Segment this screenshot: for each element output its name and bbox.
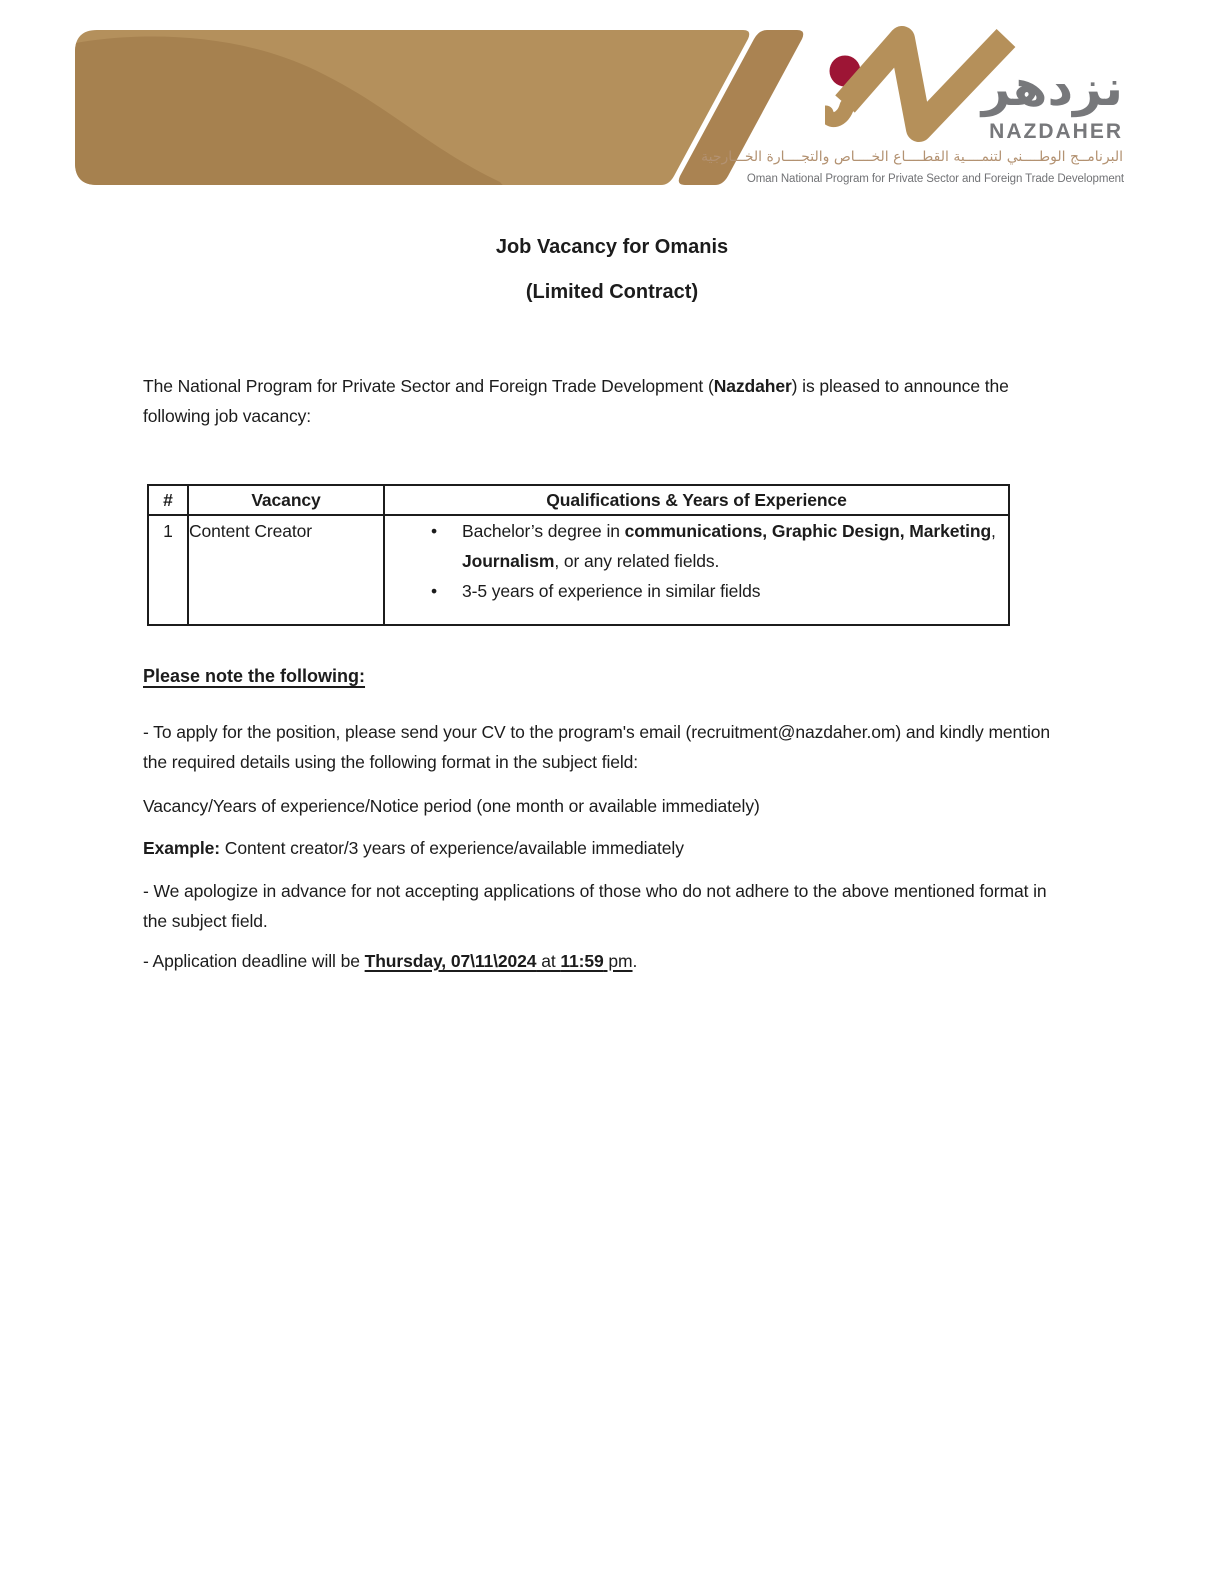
tagline-english: Oman National Program for Private Sector and Foreign Trade Development: [746, 173, 1124, 185]
header-qualifications: Qualifications & Years of Experience: [384, 485, 1009, 515]
cell-num: 1: [148, 515, 188, 625]
bullet1-text: Bachelor’s degree in: [462, 521, 625, 541]
example-text: Content creator/3 years of experience/available immediately: [220, 838, 684, 858]
note-apology-paragraph: - We apologize in advance for not accepting applications of those who do not adhere to the above mentioned format in the subject field.: [143, 881, 1047, 931]
example-label: Example:: [143, 838, 221, 858]
table-row: [148, 515, 1009, 625]
header-banner-graphic: [75, 30, 810, 185]
deadline-time: 11:59: [560, 951, 604, 971]
deadline-pre: - Application deadline will be: [143, 951, 365, 971]
qualification-item: • 3-5 years of experience in similar fields: [462, 576, 1008, 606]
note-format-paragraph: Vacancy/Years of experience/Notice period (one month or available immediately): [143, 796, 760, 816]
intro-pre: The National Program for Private Sector and Foreign Trade Development (: [143, 376, 714, 396]
deadline-paragraph: [143, 946, 1073, 976]
deadline-pm: pm: [603, 951, 633, 971]
header-num: #: [148, 485, 188, 515]
deadline-date: Thursday, 07\11\2024: [364, 951, 537, 971]
intro-paragraph: [143, 371, 1068, 431]
intro-brand: Nazdaher: [713, 376, 792, 396]
doc-subtitle: (Limited Contract): [525, 281, 699, 303]
deadline-period: .: [632, 951, 638, 971]
bullet1-sep: ,: [991, 521, 996, 541]
bullet1-tail: , or any related fields.: [554, 551, 720, 571]
note-example-paragraph: [143, 833, 1073, 863]
vacancy-table: [147, 484, 1010, 626]
doc-title: Job Vacancy for Omanis: [495, 236, 729, 258]
note-apply-paragraph: - To apply for the position, please send your CV to the program's email (recruitment@nazdaher.om) and kindly mention the required details using the following format in the subject field:: [143, 722, 1051, 772]
notes-heading: Please note the following:: [143, 666, 366, 686]
brand-arabic: نزدهر: [981, 59, 1123, 117]
header-vacancy: Vacancy: [188, 485, 384, 515]
brand-name: NAZDAHER: [989, 120, 1123, 143]
qualification-list: [385, 516, 1008, 606]
tagline-arabic: البرنامــج الوطــــني لتنمــــية القطــــاع الخــــاص والتجــــارة الخـــارجية: [701, 149, 1123, 165]
cell-qualifications: [384, 515, 1009, 625]
bullet1-bold2: Journalism: [462, 551, 555, 571]
qualification-item: [462, 516, 1008, 576]
deadline-at: at: [536, 951, 561, 971]
bullet1-bold: communications, Graphic Design, Marketing: [624, 521, 992, 541]
table-header-row: [148, 485, 1009, 515]
cell-vacancy: Content Creator: [188, 515, 384, 625]
deadline-underlined: [365, 951, 633, 971]
intro-post: ) is pleased to announce the following job vacancy:: [143, 376, 1009, 426]
logo-n-tail: [826, 106, 847, 120]
